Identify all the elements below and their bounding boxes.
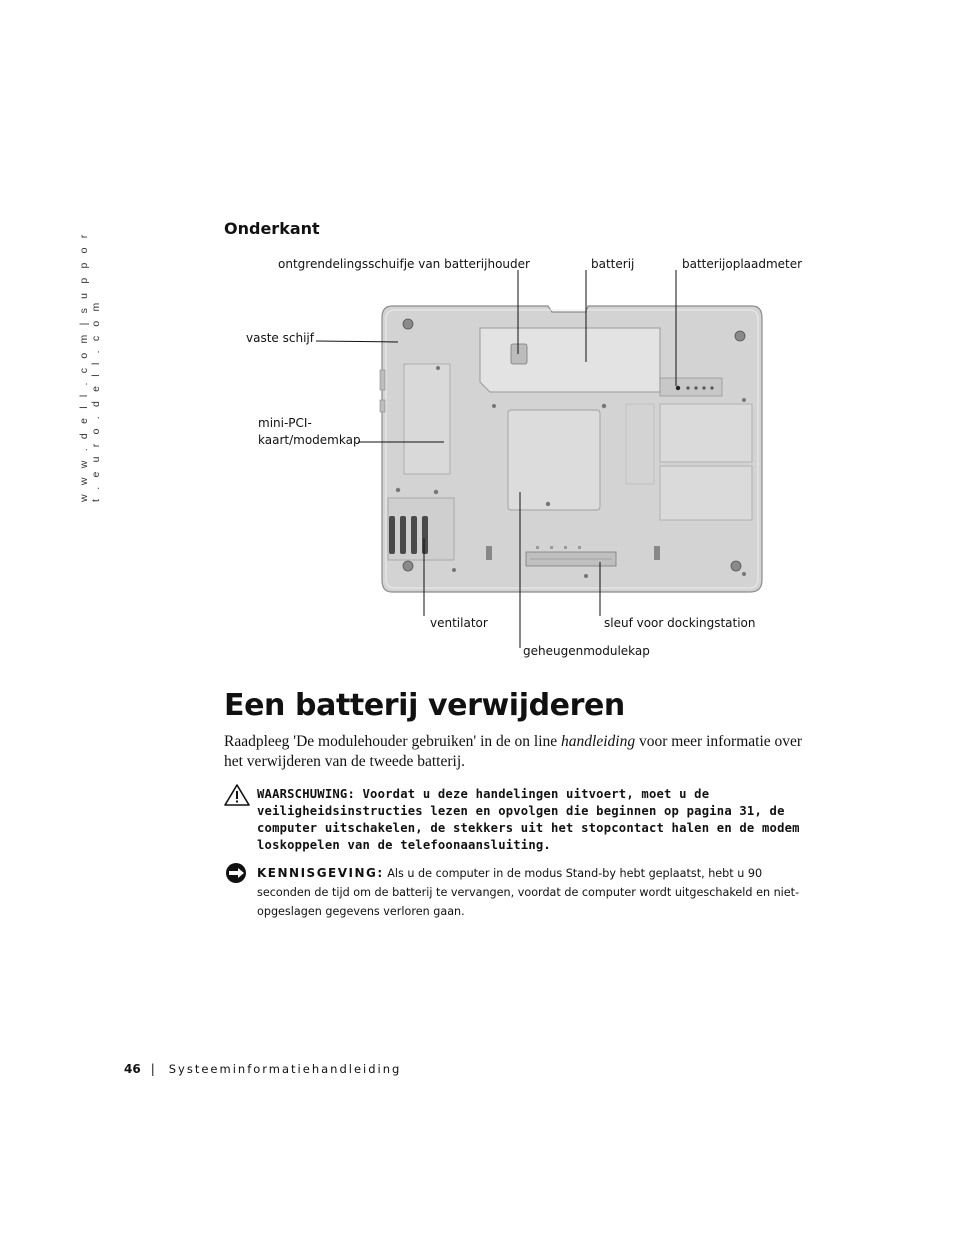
page-number: 46 bbox=[124, 1062, 141, 1076]
label-battery-latch: ontgrendelingsschuifje van batterijhouder bbox=[278, 257, 530, 271]
right-panel bbox=[660, 466, 752, 520]
chassis-inner-edge bbox=[386, 310, 758, 588]
intro-paragraph: Raadpleeg 'De modulehouder gebruiken' in de on line handleiding voor meer informatie over het verwijderen van de tweede batterij. bbox=[224, 733, 803, 770]
memory-cover bbox=[508, 410, 600, 510]
side-url: w w w . d e l l . c o m | s u p p o r t . e u r o . d e l l . c o m bbox=[78, 231, 102, 502]
warning-text: WAARSCHUWING: Voordat u deze handelingen uitvoert, moet u de veiligheidsinstructies lezen en opvolgen die beginnen op pagina 31, de computer uitschakelen, de stekkers uit het stopcontact halen en de modem loskoppelen van de telefoonaansluiting. bbox=[257, 787, 800, 852]
notice-block bbox=[224, 862, 824, 922]
fan-area bbox=[388, 498, 454, 560]
charge-gauge bbox=[660, 378, 722, 396]
minipci-cover bbox=[404, 364, 450, 474]
notice-text bbox=[257, 864, 817, 921]
notice-hand-icon bbox=[224, 862, 250, 884]
docking-slot bbox=[526, 552, 616, 566]
footer-title: Systeeminformatiehandleiding bbox=[168, 1062, 402, 1076]
laptop-chassis bbox=[382, 306, 762, 592]
page-footer bbox=[124, 1062, 401, 1076]
label-memory-cover: geheugenmodulekap bbox=[523, 644, 650, 658]
page-heading: Een batterij verwijderen bbox=[224, 688, 625, 723]
label-fan: ventilator bbox=[430, 616, 488, 630]
right-panel bbox=[660, 404, 752, 462]
intro-italic: handleiding bbox=[561, 733, 636, 750]
warning-block bbox=[224, 784, 824, 856]
label-minipci-line1: mini-PCI- bbox=[258, 416, 312, 430]
label-docking-slot: sleuf voor dockingstation bbox=[604, 616, 756, 630]
section-title: Onderkant bbox=[224, 219, 320, 238]
notice-body: Als u de computer in de modus Stand-by hebt geplaatst, hebt u 90 seconden de tijd om de batterij te vervangen, voordat de computer wordt uitgeschakeld en niet-opgeslagen gegevens verloren gaan. bbox=[257, 867, 800, 918]
label-charge-gauge: batterijoplaadmeter bbox=[682, 257, 803, 271]
side-port bbox=[380, 400, 385, 412]
label-hard-drive: vaste schijf bbox=[246, 331, 314, 345]
side-port bbox=[380, 370, 385, 390]
footer-separator: | bbox=[150, 1062, 155, 1076]
battery-bay bbox=[480, 328, 660, 392]
battery-latch bbox=[511, 344, 527, 364]
warning-triangle-icon bbox=[224, 784, 250, 806]
notice-head: KENNISGEVING: bbox=[257, 866, 384, 880]
right-panel-vent bbox=[626, 404, 654, 484]
label-battery: batterij bbox=[591, 257, 635, 271]
label-minipci-line2: kaart/modemkap bbox=[258, 433, 361, 447]
